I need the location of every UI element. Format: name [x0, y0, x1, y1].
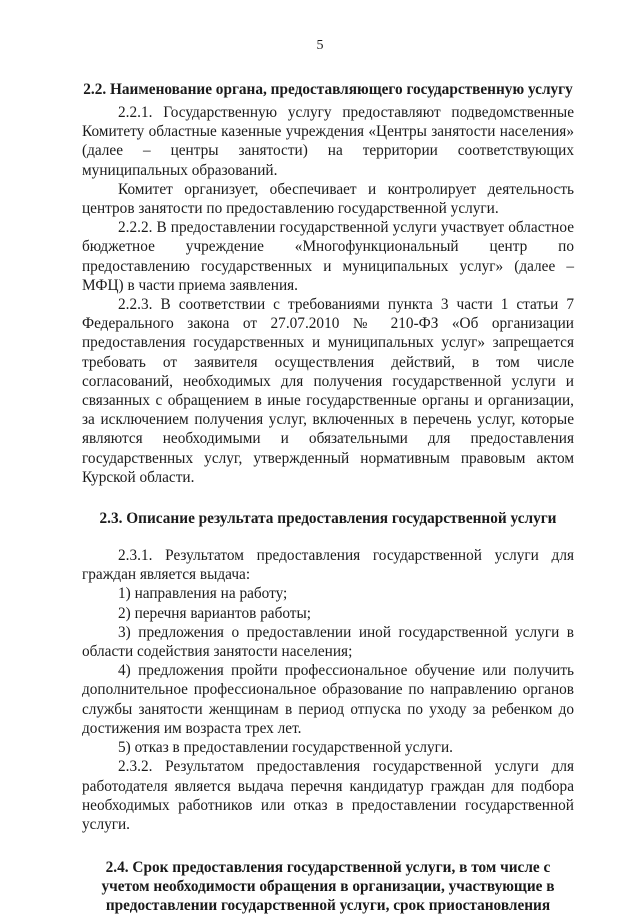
section-2-2-heading: 2.2. Наименование органа, предоставляющего государственную услугу	[83, 81, 573, 98]
list-item: 5) отказ в предоставлении государственной услуги.	[118, 739, 453, 757]
section-2-4-heading: 2.4. Срок предоставления государственной услуги, в том числе с учетом необходимости обращения в организации, участвующие в предоставлении государственной услуги, срок приостановления	[101, 859, 555, 915]
list-item: 1) направления на работу;	[118, 585, 288, 603]
section-2-4	[82, 858, 574, 915]
paragraph-committee: Комитет организует, обеспечивает и контролирует деятельность центров занятости по предоставлению государственной услуги.	[82, 180, 574, 218]
paragraph-2-2-2: 2.2.2. В предоставлении государственной услуги участвует областное бюджетное учреждение «Многофункциональный центр по предоставлению государственных и муниципальных услуг» (далее – МФЦ) в части приема заявления.	[82, 219, 574, 294]
section-2-2	[82, 80, 574, 487]
document-body	[82, 80, 574, 915]
section-2-3	[82, 509, 574, 834]
list-item: 4) предложения пройти профессиональное обучение или получить дополнительное профессиональное образование по направлению органов службы занятости женщинам в период отпуска по уходу за ребенком до достижения им возраста трех лет.	[82, 662, 574, 737]
paragraph-2-3-2: 2.3.2. Результатом предоставления государственной услуги для работодателя является выдача перечня кандидатур граждан для подбора необходимых работников или отказ в предоставлении государственной услуги.	[82, 758, 574, 833]
paragraph-2-2-1: 2.2.1. Государственную услугу предоставляют подведомственные Комитету областные казенные учреждения «Центры занятости населения» (далее – центры занятости) на территории соответствующих муниципальных образований.	[82, 104, 574, 179]
list-item: 2) перечня вариантов работы;	[118, 604, 312, 622]
paragraph-2-2-3: 2.2.3. В соответствии с требованиями пункта 3 части 1 статьи 7 Федерального закона от 27.07.2010 № 210-ФЗ «Об организации предоставления государственных и муниципальных услуг» запрещается требовать от заявителя осуществления действий, в том числе согласований, необходимых для получения государственной услуги и связанных с обращением в иные государственные органы и организации, за исключением получения услуг, включенных в перечень услуг, которые являются необходимыми и обязательными для предоставления государственных услуг, утвержденный нормативным правовым актом Курской области.	[82, 296, 574, 486]
section-2-3-heading: 2.3. Описание результата предоставления государственной услуги	[99, 510, 557, 528]
list-item: 3) предложения о предоставлении иной государственной услуги в области содействия занятости населения;	[82, 623, 574, 661]
result-list	[82, 584, 574, 757]
page-number: 5	[316, 38, 324, 53]
paragraph-2-3-1: 2.3.1. Результатом предоставления государственной услуги для граждан является выдача:	[82, 547, 574, 584]
